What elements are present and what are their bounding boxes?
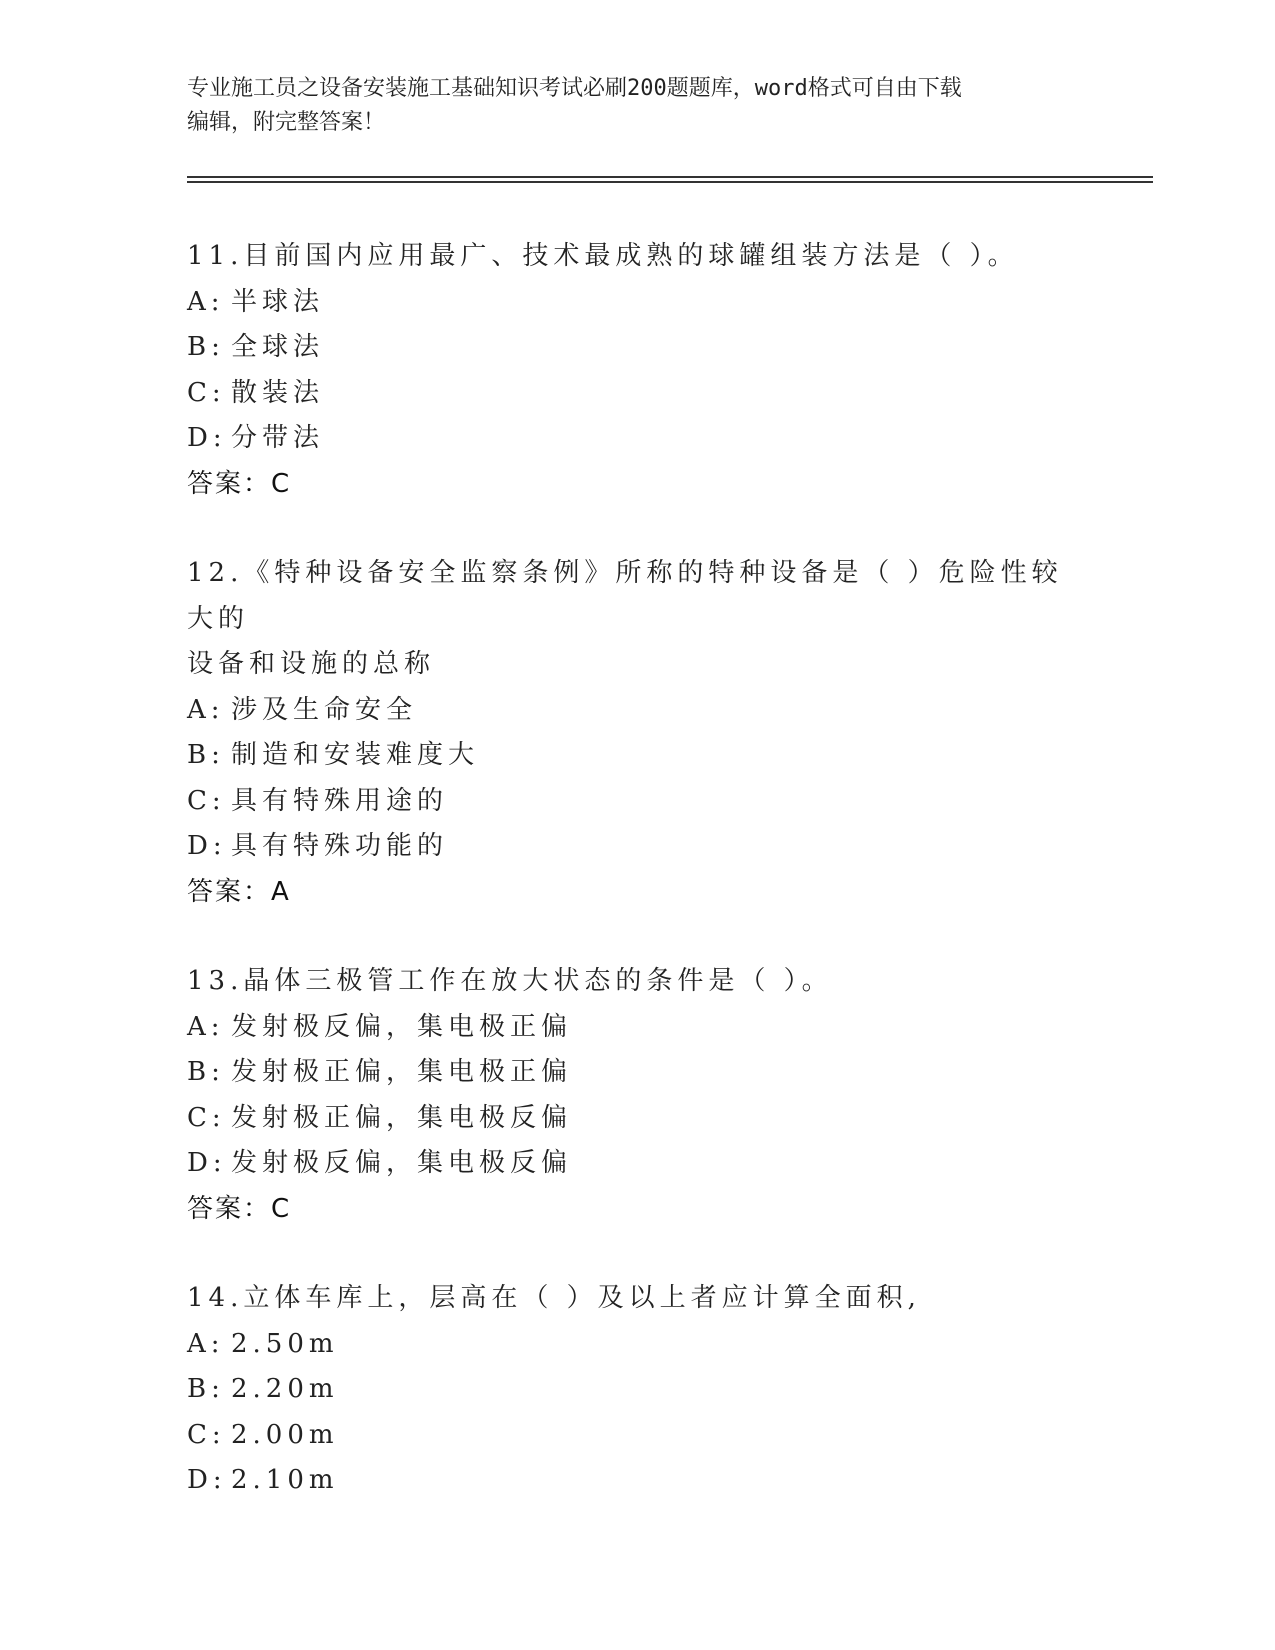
question-list bbox=[187, 234, 1087, 1548]
header-line-1: 专业施工员之设备安装施工基础知识考试必刷200题题库，word格式可自由下载 bbox=[187, 76, 962, 101]
question-item bbox=[187, 234, 1087, 507]
option-label: A: bbox=[187, 1328, 225, 1359]
option-text: 发射极正偏，集电极反偏 bbox=[231, 1102, 573, 1133]
option-label: B: bbox=[187, 1374, 225, 1404]
option-text: 发射极反偏，集电极反偏 bbox=[231, 1148, 573, 1178]
option-text: 发射极反偏，集电极正偏 bbox=[231, 1011, 573, 1042]
question-option bbox=[187, 779, 1087, 825]
option-text: 半球法 bbox=[231, 286, 325, 317]
question-option bbox=[187, 824, 1087, 870]
question-title: 13.晶体三极管工作在放大状态的条件是（ ）。 bbox=[187, 966, 833, 996]
question-answer: 答案：A bbox=[187, 876, 291, 907]
question-option bbox=[187, 1413, 1087, 1459]
option-label: D: bbox=[187, 1465, 227, 1495]
question-answer: 答案：C bbox=[187, 1193, 292, 1224]
option-label: D: bbox=[187, 831, 227, 861]
question-option bbox=[187, 1096, 1087, 1142]
option-label: A: bbox=[187, 694, 225, 725]
option-text: 分带法 bbox=[231, 423, 325, 453]
question-option bbox=[187, 1050, 1087, 1096]
question-item bbox=[187, 959, 1087, 1232]
option-text: 具有特殊用途的 bbox=[231, 785, 449, 816]
option-text: 2.10m bbox=[231, 1465, 339, 1495]
option-label: C: bbox=[187, 1102, 226, 1133]
header-divider-bottom bbox=[187, 181, 1153, 183]
option-label: A: bbox=[187, 1011, 225, 1042]
option-text: 发射极正偏，集电极正偏 bbox=[231, 1057, 573, 1087]
option-text: 具有特殊功能的 bbox=[231, 831, 449, 861]
option-text: 散装法 bbox=[231, 377, 325, 408]
question-item bbox=[187, 551, 1087, 915]
question-answer: 答案：C bbox=[187, 468, 292, 499]
question-option bbox=[187, 1322, 1087, 1368]
option-label: C: bbox=[187, 785, 226, 816]
option-label: B: bbox=[187, 740, 225, 770]
question-title: 12.《特种设备安全监察条例》所称的特种设备是（ ）危险性较大的 bbox=[187, 558, 1063, 634]
header-line-2: 编辑，附完整答案！ bbox=[187, 110, 386, 135]
question-option bbox=[187, 1458, 1087, 1504]
option-label: D: bbox=[187, 1148, 227, 1178]
option-label: B: bbox=[187, 332, 225, 362]
question-title: 11.目前国内应用最广、技术最成熟的球罐组装方法是（ ）。 bbox=[187, 241, 1019, 271]
document-header bbox=[187, 72, 1067, 140]
option-label: C: bbox=[187, 377, 226, 408]
option-label: D: bbox=[187, 423, 227, 453]
option-label: B: bbox=[187, 1057, 225, 1087]
question-option bbox=[187, 1141, 1087, 1187]
question-option bbox=[187, 733, 1087, 779]
option-text: 2.00m bbox=[231, 1419, 339, 1450]
question-option bbox=[187, 280, 1087, 326]
question-title-continued: 设备和设施的总称 bbox=[187, 649, 436, 679]
header-divider-top bbox=[187, 176, 1153, 178]
option-text: 涉及生命安全 bbox=[231, 694, 418, 725]
option-text: 2.20m bbox=[231, 1374, 339, 1404]
question-option bbox=[187, 1005, 1087, 1051]
question-option bbox=[187, 416, 1087, 462]
option-label: A: bbox=[187, 286, 225, 317]
option-text: 2.50m bbox=[231, 1328, 339, 1359]
question-option bbox=[187, 1367, 1087, 1413]
option-text: 制造和安装难度大 bbox=[231, 740, 480, 770]
question-option bbox=[187, 325, 1087, 371]
question-option bbox=[187, 688, 1087, 734]
question-title: 14.立体车库上，层高在（ ）及以上者应计算全面积, bbox=[187, 1283, 921, 1313]
option-text: 全球法 bbox=[231, 332, 325, 362]
question-item bbox=[187, 1276, 1087, 1504]
option-label: C: bbox=[187, 1419, 226, 1450]
question-option bbox=[187, 371, 1087, 417]
